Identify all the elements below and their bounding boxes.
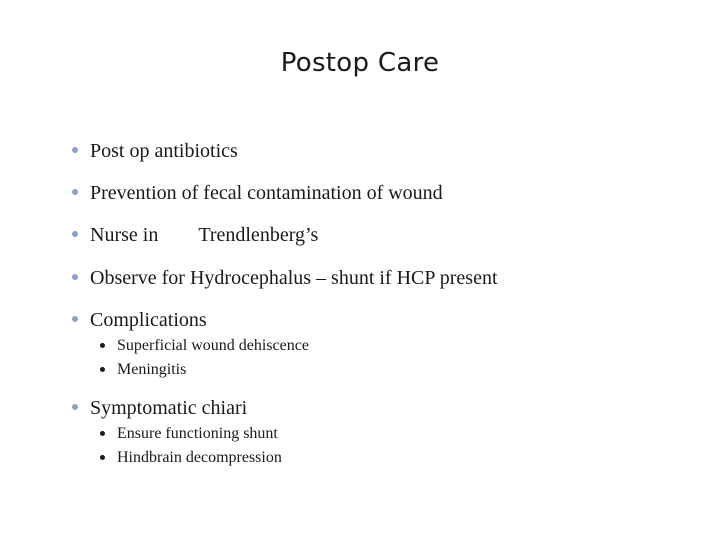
bullet-item <box>72 309 207 332</box>
bullet-dot-icon <box>72 189 78 195</box>
sub-bullet-item <box>100 337 309 355</box>
bullet-dot-icon <box>72 316 78 322</box>
sub-bullet-text: Superficial wound dehiscence <box>117 337 309 354</box>
sub-bullet-dot-icon <box>100 431 105 436</box>
bullet-dot-icon <box>72 404 78 410</box>
bullet-item <box>72 397 247 420</box>
bullet-dot-icon <box>72 231 78 237</box>
bullet-dot-icon <box>72 274 78 280</box>
slide-title: Postop Care <box>280 48 440 78</box>
bullet-text: Complications <box>90 309 207 331</box>
bullet-item <box>72 140 238 163</box>
sub-bullet-item <box>100 449 282 467</box>
bullet-item <box>72 182 443 205</box>
sub-bullet-text: Ensure functioning shunt <box>117 425 278 442</box>
bullet-text: Symptomatic chiari <box>90 397 248 419</box>
sub-bullet-dot-icon <box>100 367 105 372</box>
bullet-text: Nurse in <box>90 224 159 246</box>
sub-bullet-text: Meningitis <box>117 361 187 378</box>
sub-bullet-dot-icon <box>100 343 105 348</box>
bullet-item <box>72 224 318 247</box>
sub-bullet-dot-icon <box>100 455 105 460</box>
bullet-text: Observe for Hydrocephalus – shunt if HCP present <box>90 267 498 289</box>
sub-bullet-item <box>100 425 278 443</box>
sub-bullet-text: Hindbrain decompression <box>117 449 282 466</box>
bullet-text: Prevention of fecal contamination of wound <box>90 182 443 204</box>
bullet-item <box>72 267 498 290</box>
bullet-text: Post op antibiotics <box>90 140 238 162</box>
bullet-text: Trendlenberg’s <box>198 224 319 246</box>
bullet-dot-icon <box>72 147 78 153</box>
sub-bullet-item <box>100 361 186 379</box>
